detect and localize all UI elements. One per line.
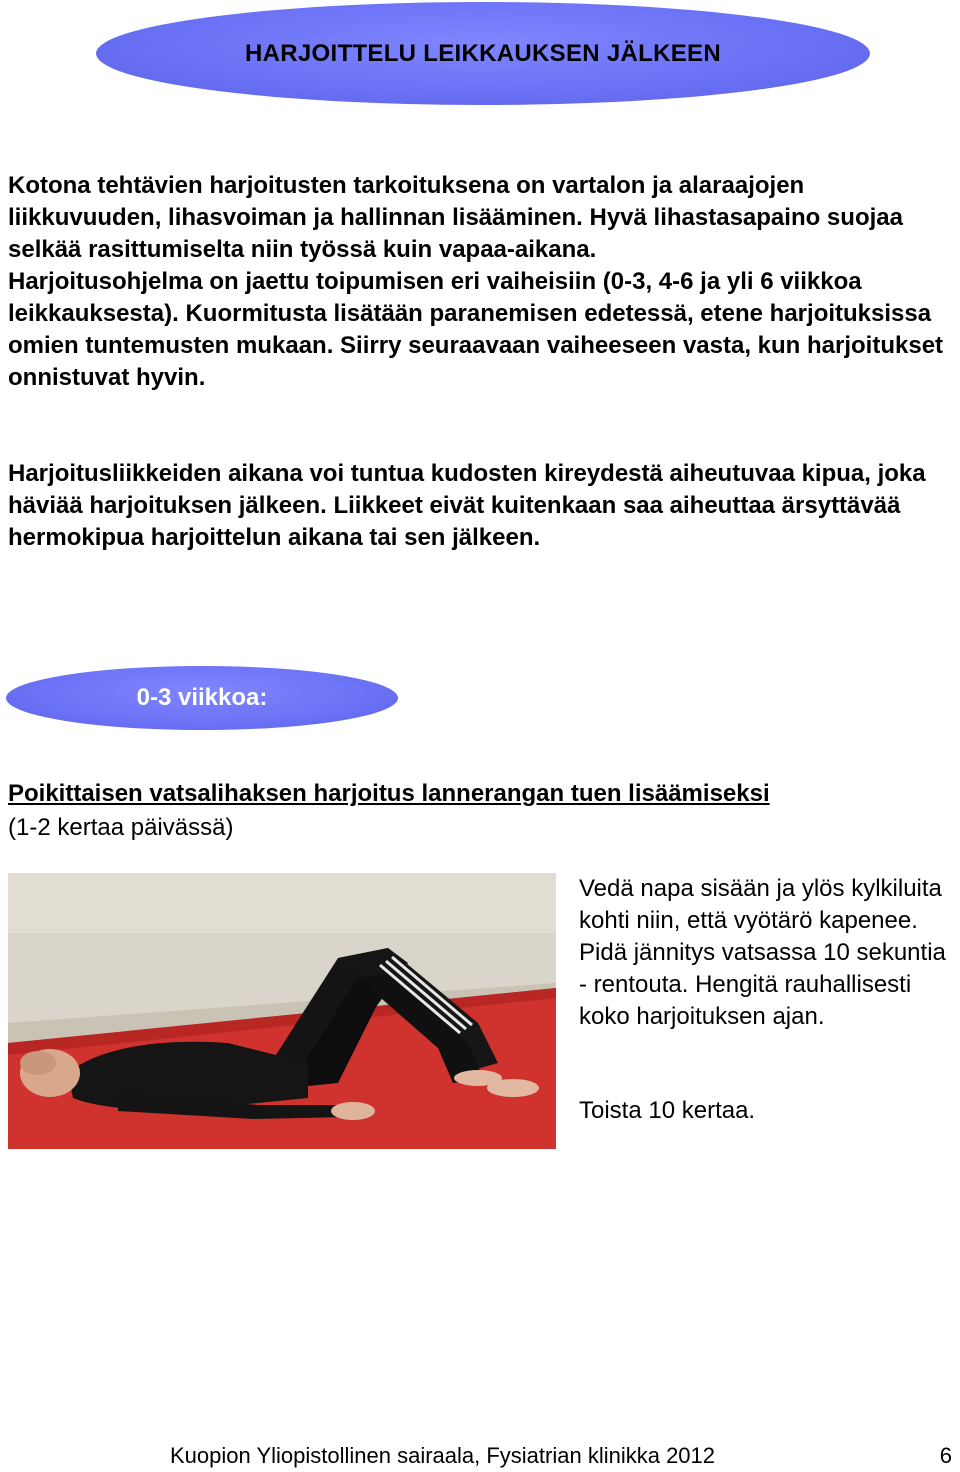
page-title: HARJOITTELU LEIKKAUKSEN JÄLKEEN [245,39,721,67]
title-banner [96,2,870,105]
exercise-photo [8,873,556,1149]
exercise-frequency: (1-2 kertaa päivässä) [8,814,234,841]
intro-paragraph-1 [8,170,954,266]
intro-text-2: Harjoitusohjelma on jaettu toipumisen eri vaiheisiin (0-3, 4-6 ja yli 6 viikkoa leikkauksesta). Kuormitusta lisätään paranemisen edetessä, etene harjoituksissa omien tuntemusten mukaan. Siirry seuraavaan vaiheeseen vasta, kun harjoitukset onnistuvat hyvin. [8,268,944,391]
intro-text-1: Kotona tehtävien harjoitusten tarkoituksena on vartalon ja alaraajojen liikkuvuuden, lihasvoiman ja hallinnan lisääminen. Hyvä lihastasapaino suojaa selkää rasittumiselta niin työssä kuin vapaa-aikana. [8,172,903,263]
person-lying-illustration [8,873,556,1149]
intro-paragraph-3 [8,458,954,554]
footer-text: Kuopion Yliopistollinen sairaala, Fysiatrian klinikka 2012 [170,1443,716,1468]
intro-paragraph-2 [8,266,954,394]
page-number: 6 [939,1443,952,1468]
phase-banner [6,666,398,730]
exercise-instructions [579,873,954,1033]
instruction-text: Vedä napa sisään ja ylös kylkiluita kohti niin, että vyötärö kapenee. Pidä jännitys vatsassa 10 sekuntia - rentouta. Hengitä rauhallisesti koko harjoituksen ajan. [579,875,946,1030]
intro-text-3: Harjoitusliikkeiden aikana voi tuntua kudosten kireydestä aiheutuvaa kipua, joka häviää harjoituksen jälkeen. Liikkeet eivät kuitenkaan saa aiheuttaa ärsyttävää hermokipua harjoittelun aikana tai sen jälkeen. [8,460,926,551]
exercise-title: Poikittaisen vatsalihaksen harjoitus lannerangan tuen lisäämiseksi [8,780,770,807]
exercise-repeat: Toista 10 kertaa. [579,1097,756,1124]
phase-label: 0-3 viikkoa: [136,684,268,711]
